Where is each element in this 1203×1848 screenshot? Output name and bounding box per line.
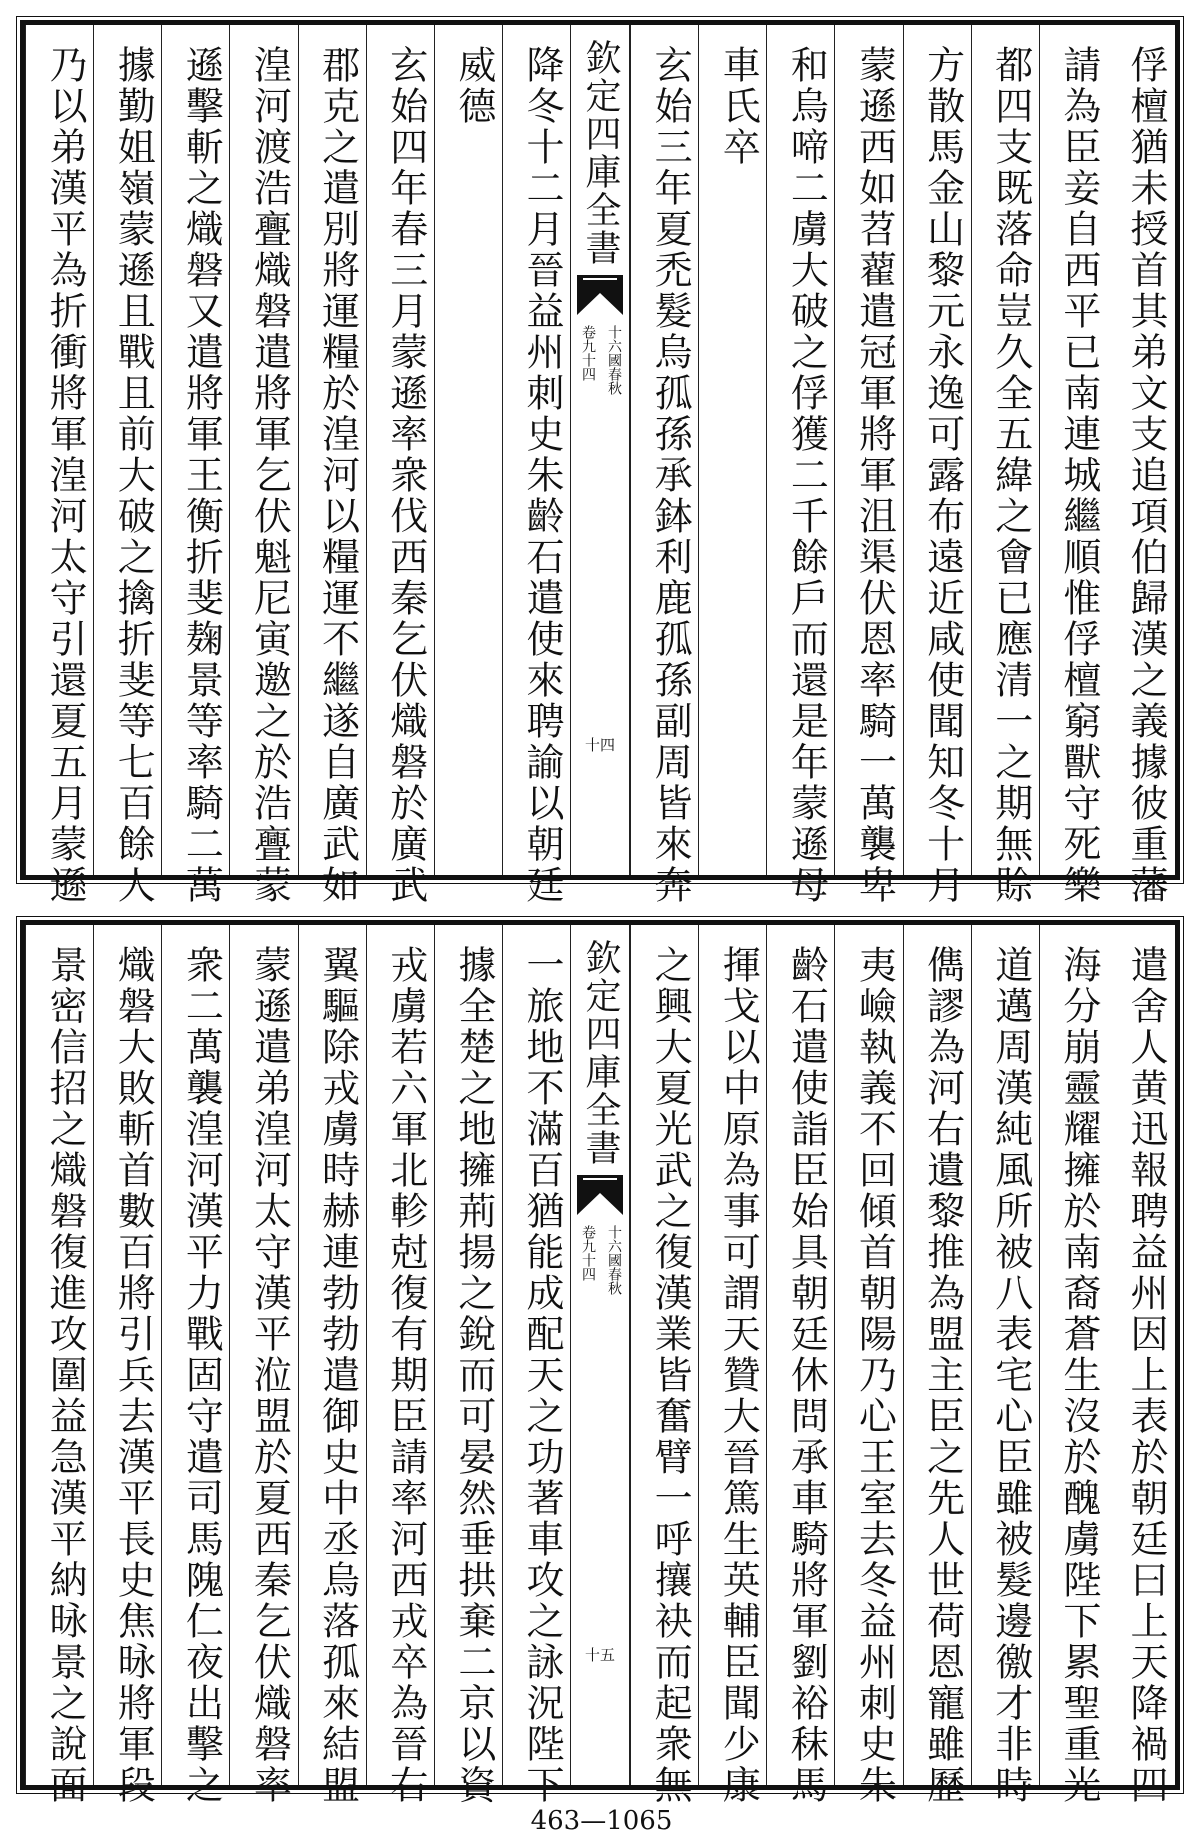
text-column [834,925,902,1806]
column-text: 方散馬金山黎元永逸可露布遠近咸使聞知冬十月 [920,45,965,906]
text-column [25,25,93,906]
column-text: 遜擊斬之熾磐又遣將軍王衡折斐麹景等率騎二萬 [179,45,224,906]
top-page-half [20,20,1180,906]
banner-volume: 卷九十四 [580,1225,596,1281]
column-text: 道邁周漢純風所被八表宅心臣雖被髮邊徼才非時 [988,945,1033,1806]
banner-page-number: 十四 [584,736,615,754]
page-number-footer: 463—1065 [530,1806,673,1836]
column-text: 蒙遜遣弟湟河太守漢平涖盟於夏西秦乞伏熾磐率 [247,945,292,1806]
banner-book-title: 十六國春秋 [606,325,622,395]
fishtail-mark-icon [577,275,623,315]
text-column [93,925,161,1806]
text-column [903,925,971,1806]
column-text: 揮戈以中原為事可謂天贊大晉篤生英輔臣聞少康 [716,945,761,1806]
text-column [161,925,229,1806]
column-text: 夷嶮執義不回傾首朝陽乃心王室去冬益州刺史朱 [852,945,897,1806]
column-text: 遣舍人黄迅報聘益州因上表於朝廷曰上天降禍四 [1124,945,1168,1806]
text-column [971,925,1039,1806]
bottom-center-banner [570,925,630,1785]
banner-book-title: 十六國春秋 [606,1225,622,1295]
column-text: 之興大夏光武之復漢業皆奮臂一呼攘袂而起衆無 [648,945,693,1806]
banner-title: 欽定四庫全書 [580,939,621,1167]
column-text: 海分崩靈耀擁於南裔蒼生沒於醜虜陛下累聖重光 [1056,945,1101,1806]
column-text: 都四支既落命豈久全五緯之會已應清一之期無賒 [988,45,1033,906]
text-column [434,925,502,1806]
text-column [93,25,161,906]
column-text: 儁謬為河右遺黎推為盟主臣之先人世荷恩寵雖歷 [920,945,965,1806]
text-column [1039,25,1107,906]
column-text: 翼驅除戎虜時赫連勃勃遣御史中丞烏落孤來結盟 [315,945,360,1806]
text-column [502,925,570,1806]
text-column [1107,925,1175,1806]
text-column [834,25,902,906]
text-column [161,25,229,906]
text-column [698,925,766,1806]
fishtail-mark-icon [577,1175,623,1215]
column-text: 降冬十二月晉益州刺史朱齡石遣使來聘諭以朝廷 [520,45,564,906]
column-text: 景密信招之熾磐復進攻圍益急漢平納昹景之說面 [43,945,88,1806]
text-column [298,25,366,906]
text-column [502,25,570,906]
column-text: 乃以弟漢平為折衝將軍湟河太守引還夏五月蒙遜 [43,45,88,906]
column-text: 據勤姐嶺蒙遜且戰且前大破之擒折斐等七百餘人 [111,45,156,906]
text-column [1107,25,1175,906]
column-text: 郡克之遣別將運糧於湟河以糧運不繼遂自廣武如 [315,45,360,906]
banner-volume: 卷九十四 [580,325,596,381]
text-column [698,25,766,875]
top-center-banner [570,25,630,875]
text-column [298,925,366,1806]
column-text: 俘檀猶未授首其弟文支追項伯歸漢之義據彼重藩 [1124,45,1168,906]
text-column [25,925,93,1806]
banner-title: 欽定四庫全書 [580,39,621,267]
column-text: 車氏卒 [716,45,761,168]
column-text: 據全楚之地擁荊揚之銳而可晏然垂拱棄二京以資 [451,945,496,1806]
text-column [766,25,834,906]
text-column [229,925,297,1806]
text-column [434,25,502,875]
column-text: 熾磐大敗斬首數百將引兵去漢平長史焦昹將軍段 [111,945,156,1806]
column-text: 衆二萬襲湟河漢平力戰固守遣司馬隗仁夜出擊之 [179,945,224,1806]
text-column [903,25,971,906]
column-text: 威德 [451,45,496,127]
text-column [971,25,1039,906]
banner-page-number: 十五 [584,1646,615,1664]
bottom-text-columns [25,925,1175,1806]
column-text: 請為臣妾自西平已南連城繼順惟俘檀窮獸守死樂 [1056,45,1101,906]
bottom-page-half [20,920,1180,1806]
text-column [229,25,297,906]
text-column [1039,925,1107,1806]
column-text: 一旅地不滿百猶能成配天之功著車攻之詠況陛下 [520,945,564,1806]
column-text: 和烏啼二虜大破之俘獲二千餘戶而還是年蒙遜母 [784,45,829,906]
text-column [766,925,834,1806]
column-text: 玄始三年夏禿髮烏孤孫承鉢利鹿孤孫副周皆來奔 [648,45,693,906]
top-text-columns [25,25,1175,906]
text-column [366,25,434,906]
column-text: 湟河渡浩亹熾磐遣將軍乞伏魁尼寅邀之於浩亹蒙 [247,45,292,906]
column-text: 戎虜若六軍北軫尅復有期臣請率河西戎卒為晉右 [383,945,428,1806]
column-text: 齡石遣使詣臣始具朝廷休問承車騎將軍劉裕秣馬 [784,945,829,1806]
text-column [366,925,434,1806]
text-column [630,25,698,906]
column-text: 蒙遜西如苕藋遣冠軍將軍沮渠伏恩率騎一萬襲卑 [852,45,897,906]
column-text: 玄始四年春三月蒙遜率衆伐西秦乞伏熾磐於廣武 [383,45,428,906]
text-column [630,925,698,1806]
